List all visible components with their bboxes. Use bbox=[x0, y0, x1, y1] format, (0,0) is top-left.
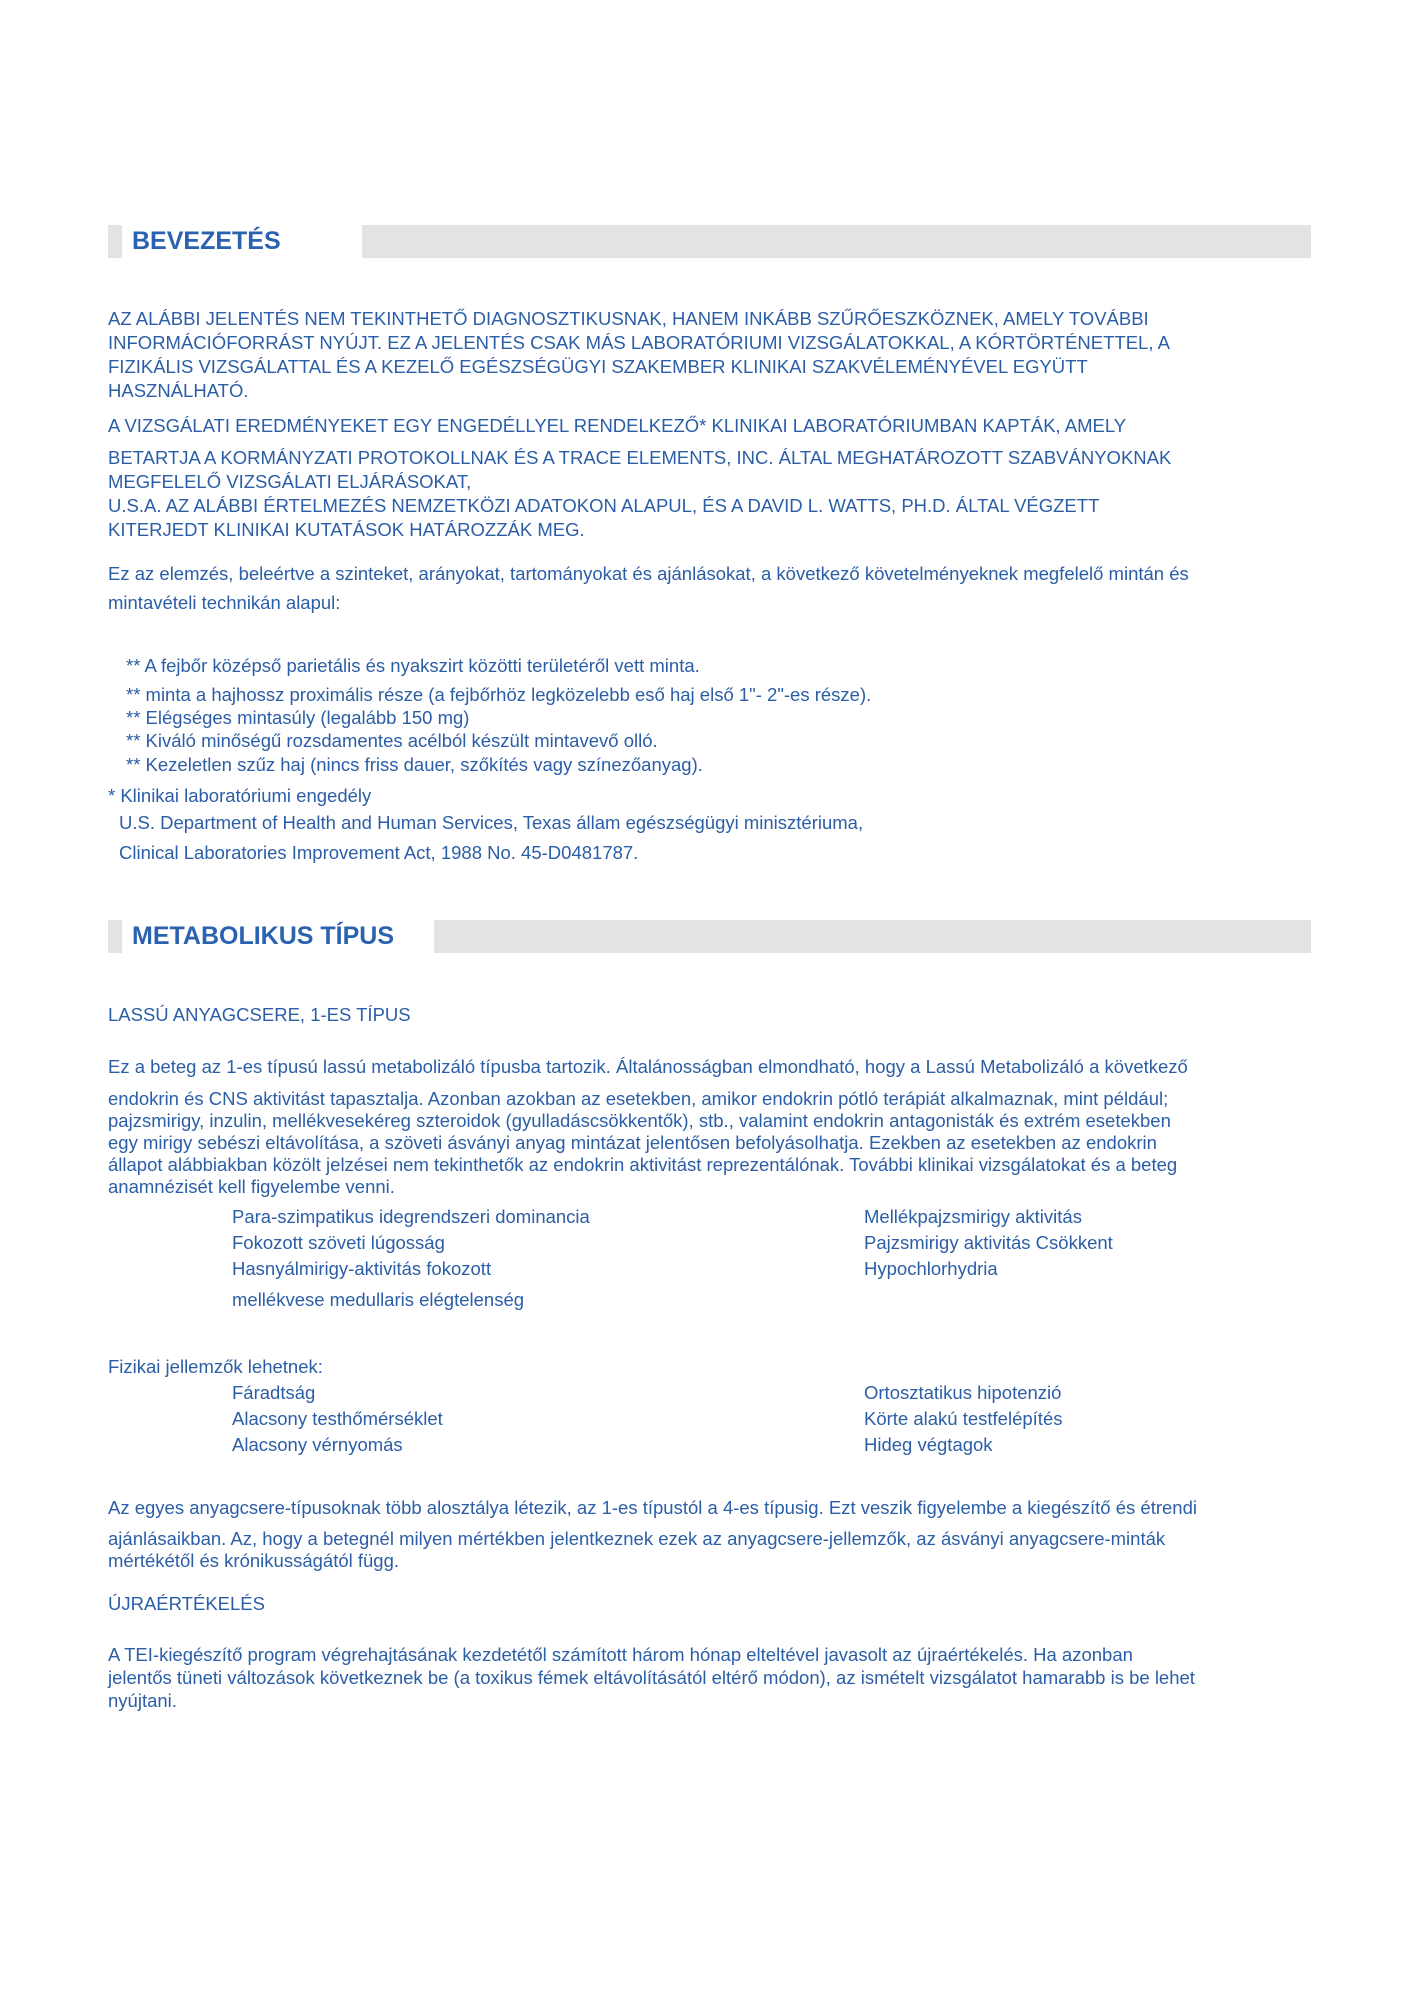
intro-section-title: BEVEZETÉS bbox=[132, 227, 281, 255]
trait-right: Hypochlorhydria bbox=[864, 1258, 998, 1279]
metabolic-desc-line: anamnézisét kell figyelembe venni. bbox=[108, 1176, 395, 1197]
lab-line: KITERJEDT KLINIKAI KUTATÁSOK HATÁROZZÁK MEG. bbox=[108, 519, 585, 540]
metabolic-desc-line: egy mirigy sebészi eltávolítása, a szöveti ásványi anyag mintázat jelentősen befolyásolhatja. Ezekben az esetekben az endokrin bbox=[108, 1132, 1157, 1153]
subtypes-line: Az egyes anyagcsere-típusoknak több alosztálya létezik, az 1-es típustól a 4-es típusig. Ezt veszik figyelembe a kiegészítő és étrendi bbox=[108, 1497, 1197, 1518]
requirement-item: ** Kiváló minőségű rozsdamentes acélból készült mintavevő olló. bbox=[126, 730, 658, 751]
trait-left: Hasnyálmirigy-aktivitás fokozott bbox=[232, 1258, 492, 1279]
requirement-item: ** Elégséges mintasúly (legalább 150 mg) bbox=[126, 707, 470, 728]
reeval-line: jelentős tüneti változások következnek be (a toxikus fémek eltávolításától eltérő módon), az ismételt vizsgálatot hamarabb is be lehet bbox=[108, 1667, 1195, 1688]
metabolic-desc-line: endokrin és CNS aktivitást tapasztalja. Azonban azokban az esetekben, amikor endokrin pótló terápiát alkalmaznak, mint például; bbox=[108, 1088, 1169, 1109]
trait-left: mellékvese medullaris elégtelenség bbox=[232, 1289, 525, 1310]
section-marker bbox=[108, 225, 122, 258]
requirement-item: ** A fejbőr középső parietális és nyakszirt közötti területéről vett minta. bbox=[126, 655, 700, 676]
analysis-line: Ez az elemzés, beleértve a szinteket, arányokat, tartományokat és ajánlásokat, a következő követelményeknek megfelelő mintán és bbox=[108, 563, 1189, 584]
requirement-item: ** minta a hajhossz proximális része (a fejbőrhöz legközelebb eső haj első 1"- 2"-es része). bbox=[126, 684, 872, 705]
intro-caps-line: AZ ALÁBBI JELENTÉS NEM TEKINTHETŐ DIAGNOSZTIKUSNAK, HANEM INKÁBB SZŰRŐESZKÖZNEK, AMELY TOVÁBBI bbox=[108, 308, 1149, 329]
trait-right: Pajzsmirigy aktivitás Csökkent bbox=[864, 1232, 1113, 1253]
metabolic-desc-line: pajzsmirigy, inzulin, mellékvesekéreg szteroidok (gyulladáscsökkentők), stb., valamint endokrin antagonisták és extrém esetekben bbox=[108, 1110, 1171, 1131]
physical-label: Fizikai jellemzők lehetnek: bbox=[108, 1356, 323, 1377]
intro-caps-line: FIZIKÁLIS VIZSGÁLATTAL ÉS A KEZELŐ EGÉSZSÉGÜGYI SZAKEMBER KLINIKAI SZAKVÉLEMÉNYÉVEL EGYÜTT bbox=[108, 356, 1088, 377]
physical-left: Alacsony testhőmérséklet bbox=[232, 1408, 443, 1429]
physical-right: Hideg végtagok bbox=[864, 1434, 993, 1455]
lab-line: MEGFELELŐ VIZSGÁLATI ELJÁRÁSOKAT, bbox=[108, 471, 472, 492]
metabolic-desc-line: állapot alábbiakban közölt jelzései nem tekinthetők az endokrin aktivitást reprezentálónak. További klinikai vizsgálatokat és a beteg bbox=[108, 1154, 1178, 1175]
physical-left: Alacsony vérnyomás bbox=[232, 1434, 403, 1455]
metabolic-desc-line: Ez a beteg az 1-es típusú lassú metabolizáló típusba tartozik. Általánosságban elmondható, hogy a Lassú Metabolizáló a következő bbox=[108, 1056, 1188, 1077]
physical-left: Fáradtság bbox=[232, 1382, 316, 1403]
subtypes-line: ajánlásaikban. Az, hogy a betegnél milyen mértékben jelentkeznek ezek az anyagcsere-jellemzők, az ásványi anyagcsere-minták bbox=[108, 1528, 1166, 1549]
metabolic-section-header bbox=[108, 920, 1311, 953]
section-marker bbox=[108, 920, 122, 953]
license-line: Clinical Laboratories Improvement Act, 1988 No. 45-D0481787. bbox=[119, 842, 639, 863]
intro-caps-line: INFORMÁCIÓFORRÁST NYÚJT. EZ A JELENTÉS CSAK MÁS LABORATÓRIUMI VIZSGÁLATOKKAL, A KÓRTÖRTÉNETTEL, A bbox=[108, 332, 1170, 353]
lab-line: U.S.A. AZ ALÁBBI ÉRTELMEZÉS NEMZETKÖZI ADATOKON ALAPUL, ÉS A DAVID L. WATTS, PH.D. ÁLTAL VÉGZETT bbox=[108, 495, 1100, 516]
reeval-line: nyújtani. bbox=[108, 1690, 177, 1711]
section-rule bbox=[362, 225, 1311, 258]
license-line: U.S. Department of Health and Human Services, Texas állam egészségügyi minisztériuma, bbox=[119, 812, 864, 833]
requirement-item: ** Kezeletlen szűz haj (nincs friss dauer, szőkítés vagy színezőanyag). bbox=[126, 754, 703, 775]
reeval-line: A TEI-kiegészítő program végrehajtásának kezdetétől számított három hónap elteltével javasolt az újraértékelés. Ha azonban bbox=[108, 1644, 1133, 1665]
lab-line: BETARTJA A KORMÁNYZATI PROTOKOLLNAK ÉS A TRACE ELEMENTS, INC. ÁLTAL MEGHATÁROZOTT SZABVÁNYOKNAK bbox=[108, 447, 1172, 468]
section-rule bbox=[434, 920, 1311, 953]
metabolic-subtitle: LASSÚ ANYAGCSERE, 1-ES TÍPUS bbox=[108, 1004, 411, 1025]
lab-line: A VIZSGÁLATI EREDMÉNYEKET EGY ENGEDÉLLYEL RENDELKEZŐ* KLINIKAI LABORATÓRIUMBAN KAPTÁK, AMELY bbox=[108, 415, 1127, 436]
subtypes-line: mértékétől és krónikusságától függ. bbox=[108, 1550, 400, 1571]
intro-caps-line: HASZNÁLHATÓ. bbox=[108, 380, 249, 401]
analysis-line: mintavételi technikán alapul: bbox=[108, 592, 341, 613]
trait-left: Para-szimpatikus idegrendszeri dominancia bbox=[232, 1206, 590, 1227]
physical-right: Körte alakú testfelépítés bbox=[864, 1408, 1063, 1429]
reeval-title: ÚJRAÉRTÉKELÉS bbox=[108, 1593, 265, 1614]
license-title: * Klinikai laboratóriumi engedély bbox=[108, 785, 372, 806]
physical-right: Ortosztatikus hipotenzió bbox=[864, 1382, 1062, 1403]
trait-right: Mellékpajzsmirigy aktivitás bbox=[864, 1206, 1082, 1227]
metabolic-section-title: METABOLIKUS TÍPUS bbox=[132, 922, 395, 950]
trait-left: Fokozott szöveti lúgosság bbox=[232, 1232, 445, 1253]
intro-section-header bbox=[108, 225, 1311, 258]
